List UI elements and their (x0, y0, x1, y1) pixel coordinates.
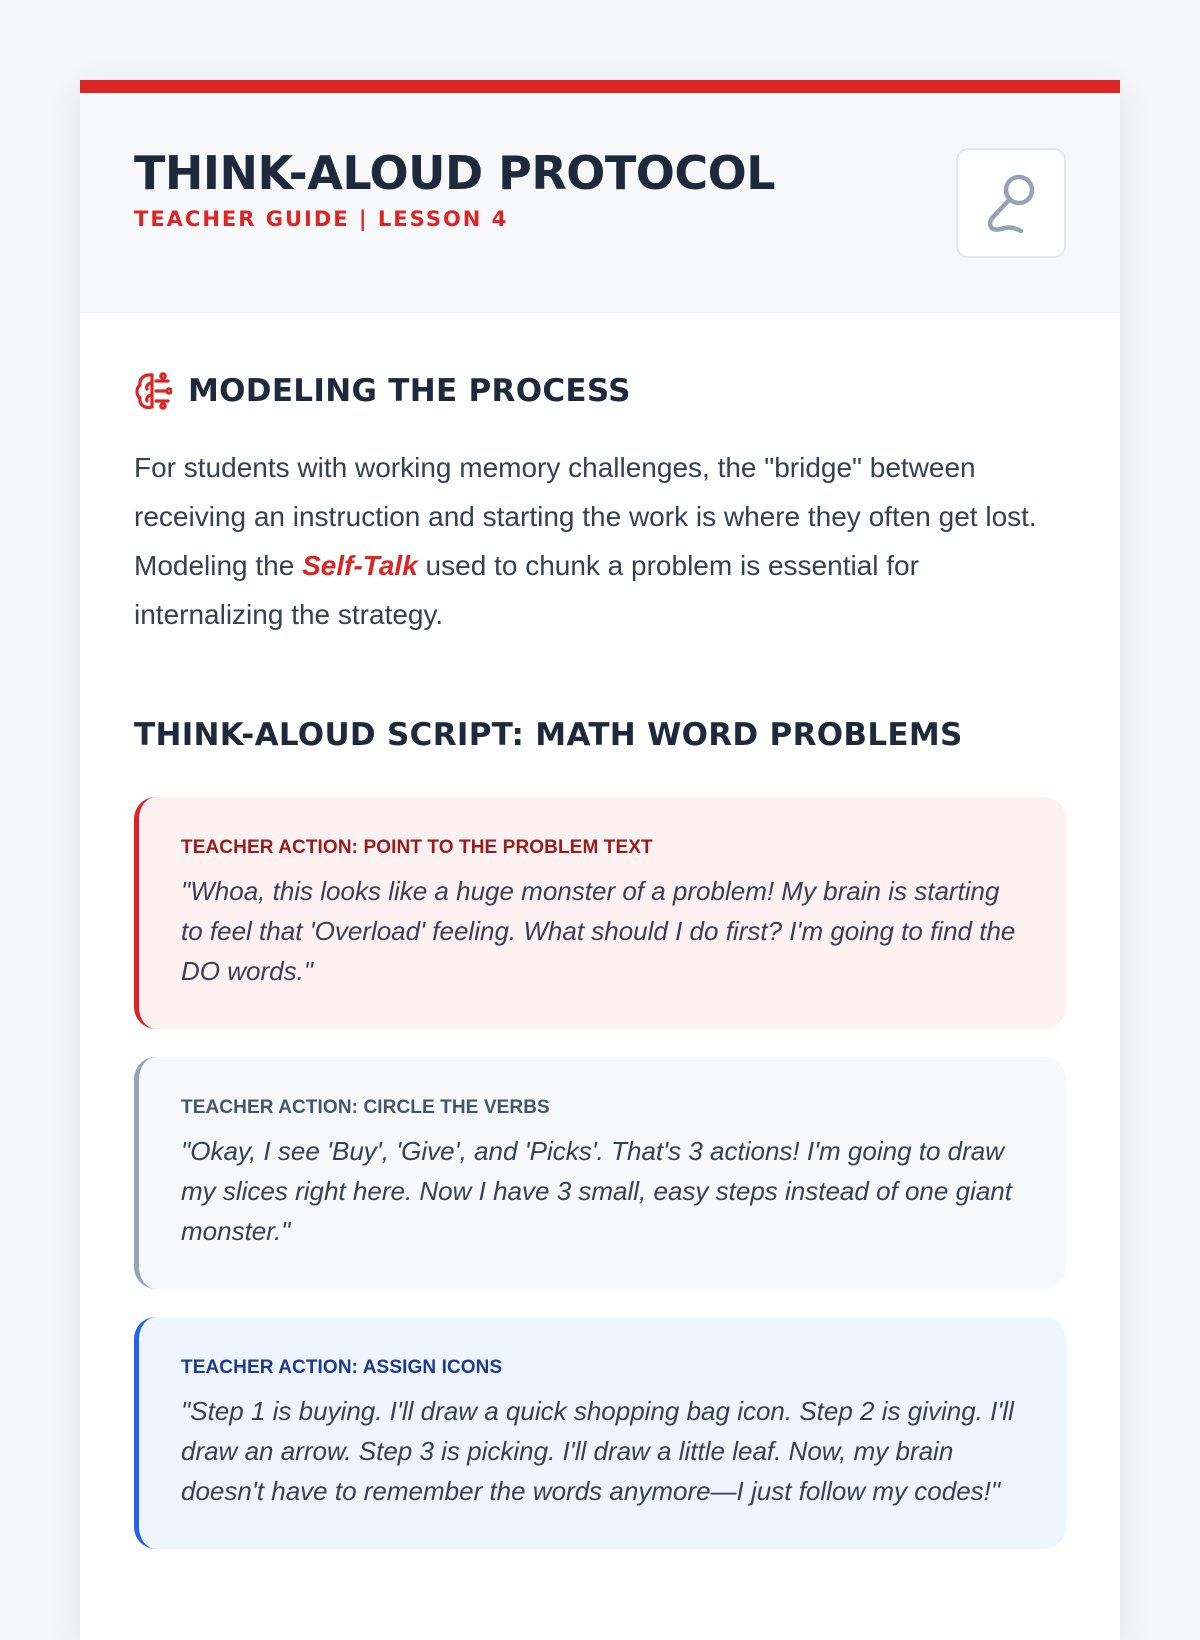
teacher-action-label: TEACHER ACTION: CIRCLE THE VERBS (181, 1097, 550, 1118)
intro-text-end: used to chunk a problem is essential for internalizing the strategy. (134, 550, 919, 630)
brain-icon (134, 371, 172, 411)
script-card-circle (134, 1057, 1066, 1289)
teacher-quote: "Okay, I see 'Buy', 'Give', and 'Picks'. That's 3 actions! I'm going to draw my slices right here. Now I have 3 small, easy steps instead of one giant monster." (181, 1136, 1012, 1246)
microphone-icon (981, 170, 1041, 236)
intro-text-start: For students with working memory challenges, the "bridge" between receiving an instruction and starting the work is where they often get lost. Modeling the (134, 452, 1037, 581)
self-talk-emphasis: Self-Talk (302, 550, 418, 581)
modeling-section-heading (134, 369, 1066, 413)
page-title: THINK-ALOUD PROTOCOL (134, 146, 776, 200)
script-card-point (134, 797, 1066, 1029)
guide-page (80, 80, 1120, 1640)
page-subtitle: TEACHER GUIDE | LESSON 4 (134, 207, 509, 231)
intro-paragraph (134, 443, 1066, 639)
page-header (80, 93, 1120, 313)
teacher-action-label: TEACHER ACTION: ASSIGN ICONS (181, 1357, 503, 1378)
script-heading: THINK-ALOUD SCRIPT: MATH WORD PROBLEMS (134, 717, 963, 753)
modeling-heading: MODELING THE PROCESS (188, 373, 631, 409)
microphone-badge (956, 148, 1066, 258)
teacher-quote: "Whoa, this looks like a huge monster of a problem! My brain is starting to feel that 'Overload' feeling. What should I do first? I'm going to find the DO words." (181, 876, 1016, 986)
teacher-quote: "Step 1 is buying. I'll draw a quick shopping bag icon. Step 2 is giving. I'll draw an arrow. Step 3 is picking. I'll draw a little leaf. Now, my brain doesn't have to remember the words anymore—I just follow my codes!" (181, 1396, 1014, 1506)
script-card-icons (134, 1317, 1066, 1549)
teacher-action-label: TEACHER ACTION: POINT TO THE PROBLEM TEXT (181, 837, 653, 858)
accent-bar (80, 80, 1120, 93)
